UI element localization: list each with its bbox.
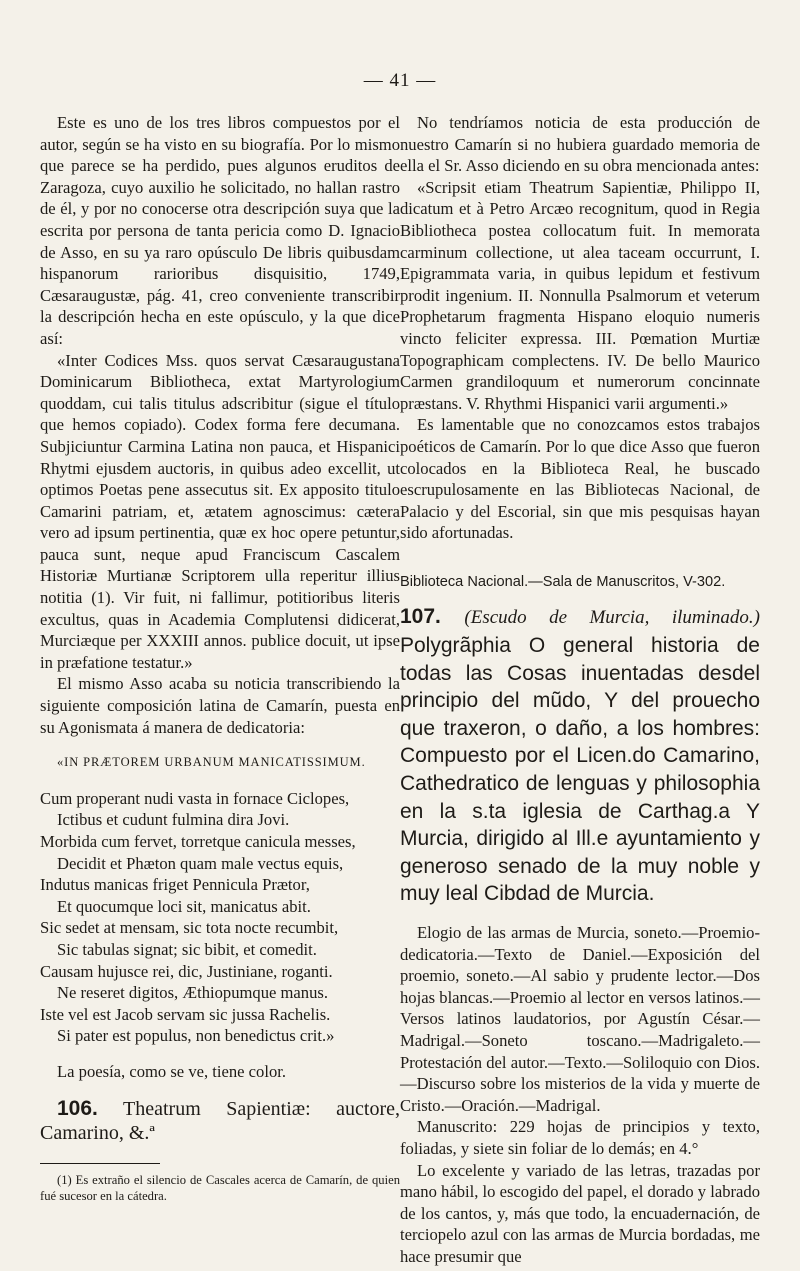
entry-106 bbox=[40, 1097, 400, 1145]
entry-107-subtitle: (Escudo de Murcia, iluminado.) bbox=[464, 607, 760, 629]
poem-line: Indutus manicas friget Pennicula Prætor, bbox=[40, 875, 310, 895]
footnote: (1) Es extraño el silencio de Cascales acerca de Camarín, de quien fué sucesor en la cátedra. bbox=[40, 1172, 400, 1203]
poem-line: Sic sedet at mensam, sic tota nocte recumbit, bbox=[40, 918, 339, 938]
latin-poem bbox=[40, 788, 400, 1047]
latin-quote-2: «Scripsit etiam Theatrum Sapientiæ, Philippo II, dicatum et à Petro Arcæo recognitum, quod in Regia Bibliotheca postea collocatum fuit. In memorata carminum collectione, ut alea taceam occurrunt, I. Epigrammata varia, in quibus lepidum et festivum prodit ingenium. II. Nonnulla Psalmorum et veterum Prophetarum fragmenta Hispano eloquio numeris vincto feliciter expressa. III. Pœmation Murtiæ Topographicam complectens. IV. De bello Maurico Carmen grandiloquum et numerorum concinnate præstans. V. Rhythmi Hispanici varii argumenti.» bbox=[400, 177, 760, 413]
right-column bbox=[400, 112, 760, 1268]
right-paragraph-1: No tendríamos noticia de esta producción de nuestro Camarín si no hubiera guardado memoria de ella el Sr. Asso diciendo en su obra mencionada antes: bbox=[400, 113, 760, 176]
poem-comment: La poesía, como se ve, tiene color. bbox=[57, 1061, 287, 1081]
poem-line: Si pater est populus, non benedictus crit.» bbox=[57, 1026, 335, 1046]
poem-title: «IN PRÆTOREM URBANUM MANICATISSIMUM. bbox=[57, 755, 366, 770]
intro-paragraph: Este es uno de los tres libros compuestos por el autor, según se ha visto en su biografía. Por lo mismo que parece se ha perdido, pues algunos eruditos de Zaragoza, cuyo auxilio he solicitado, no hallan rastro de él, y por no conocerse otra descripción suya que la escrita por persona de tanta pericia como D. Ignacio de Asso, en su ya raro opúsculo De libris quibusdam hispanorum rarioribus disquisitio, 1749, Cæsaraugustæ, pág. 41, creo conveniente transcribir la descripción hecha en este opúsculo, y la que dice así: bbox=[40, 113, 400, 348]
entry-107-title: Polygrãphia O general historia de todas las Cosas inuentadas desdel principio del mũdo, Y del prouecho que traxeron, o daño, a los hombres: Compuesto por el Licen.do Camarino, Cathedratico de lenguas y philosophia en la s.ta iglesia de Carthag.a Y Murcia, dirigido al Ill.e ayuntamiento y generoso senado de la muy noble y muy leal Cibdad de Murcia. bbox=[400, 634, 760, 906]
poem-line: Causam hujusce rei, dic, Justiniane, roganti. bbox=[40, 961, 333, 981]
poem-line: Ne reseret digitos, Æthiopumque manus. bbox=[57, 983, 328, 1003]
poem-line: Et quocumque loci sit, manicatus abit. bbox=[57, 896, 311, 916]
poem-line: Ictibus et cudunt fulmina dira Jovi. bbox=[57, 810, 290, 830]
closing-paragraph: Lo excelente y variado de las letras, trazadas por mano hábil, lo escogido del papel, el dorado y labrado de los cantos, y, más que todo, la encuadernación, de terciopelo azul con las armas de Murcia bordadas, me hace presumir que bbox=[400, 1160, 760, 1266]
entry-106-title: Theatrum Sapientiæ: auctore, Camarino, &.ª bbox=[40, 1097, 400, 1144]
poem-line: Cum properant nudi vasta in fornace Ciclopes, bbox=[40, 788, 350, 808]
contents-list: Elogio de las armas de Murcia, soneto.—Proemio-dedicatoria.—Texto de Daniel.—Exposición del proemio, soneto.—Al sabio y prudente lector.—Dos hojas blancas.—Proemio al lector en versos latinos.—Versos latinos laudatorios, por Agustín César.—Madrigal.—Soneto toscano.—Madrigaleto.—Protestación del autor.—Texto.—Soliloquio con Dios.—Discurso sobre los misterios de la vida y muerte de Cristo.—Oración.—Madrigal. bbox=[400, 923, 760, 1115]
footnote-divider bbox=[40, 1163, 160, 1164]
manuscript-description: Manuscrito: 229 hojas de principios y texto, foliadas, y siete sin foliar de lo demás; en 4.° bbox=[400, 1117, 760, 1158]
poem-line: Decidit et Phæton quam male vectus equis, bbox=[57, 853, 344, 873]
library-reference: Biblioteca Nacional.—Sala de Manuscritos, V-302. bbox=[400, 573, 726, 590]
page-number: — 41 — bbox=[363, 70, 437, 91]
right-paragraph-3: Es lamentable que no conozcamos estos trabajos poéticos de Camarín. Por lo que dice Asso que fueron colocados en la Biblioteca Real, he buscado escrupulosamente en las Bibliotecas Nacional, de Palacio y del Escorial, sin que mis pesquisas hayan sido afortunadas. bbox=[400, 415, 760, 543]
entry-106-number: 106. bbox=[57, 1096, 98, 1120]
poem-line: Sic tabulas signat; sic bibit, et comedit. bbox=[57, 939, 317, 959]
asso-paragraph: El mismo Asso acaba su noticia transcribiendo la siguiente composición latina de Camarín, puesta en su Agonismata á manera de dedicatoria: bbox=[40, 674, 400, 737]
latin-quote: «Inter Codices Mss. quos servat Cæsaraugustana Dominicarum Bibliotheca, extat Martyrologium quoddam, cui talis titulus adscribitur (sigue el título que hemos copiado). Codex forma fere decumana. Subjiciuntur Carmina Latina non pauca, et Hispanici Rhytmi ejusdem auctoris, in quibus adeo excellit, ut optimos Poetas pene assecutus sit. Ex apposito titulo Camarini patriam, et, ætatem agnoscimus: cætera vero ad ipsum pertinentia, quæ ex hoc opere petuntur, pauca sunt, neque apud Franciscum Cascalem Historiæ Murtianæ Scriptorem ulla reperitur illius notitia (1). Vir fuit, ni fallimur, potitioribus literis excultus, quas in Academia Complutensi didicerat, Murciæque per XXXIII annos. publice docuit, ut ipse in præfatione testatur.» bbox=[40, 350, 400, 672]
poem-line: Morbida cum fervet, torretque canicula messes, bbox=[40, 832, 356, 851]
entry-107-number: 107. bbox=[400, 605, 441, 629]
left-column bbox=[40, 112, 400, 1204]
entry-107 bbox=[400, 603, 760, 908]
poem-line: Iste vel est Jacob servam sic jussa Rachelis. bbox=[40, 1004, 331, 1024]
